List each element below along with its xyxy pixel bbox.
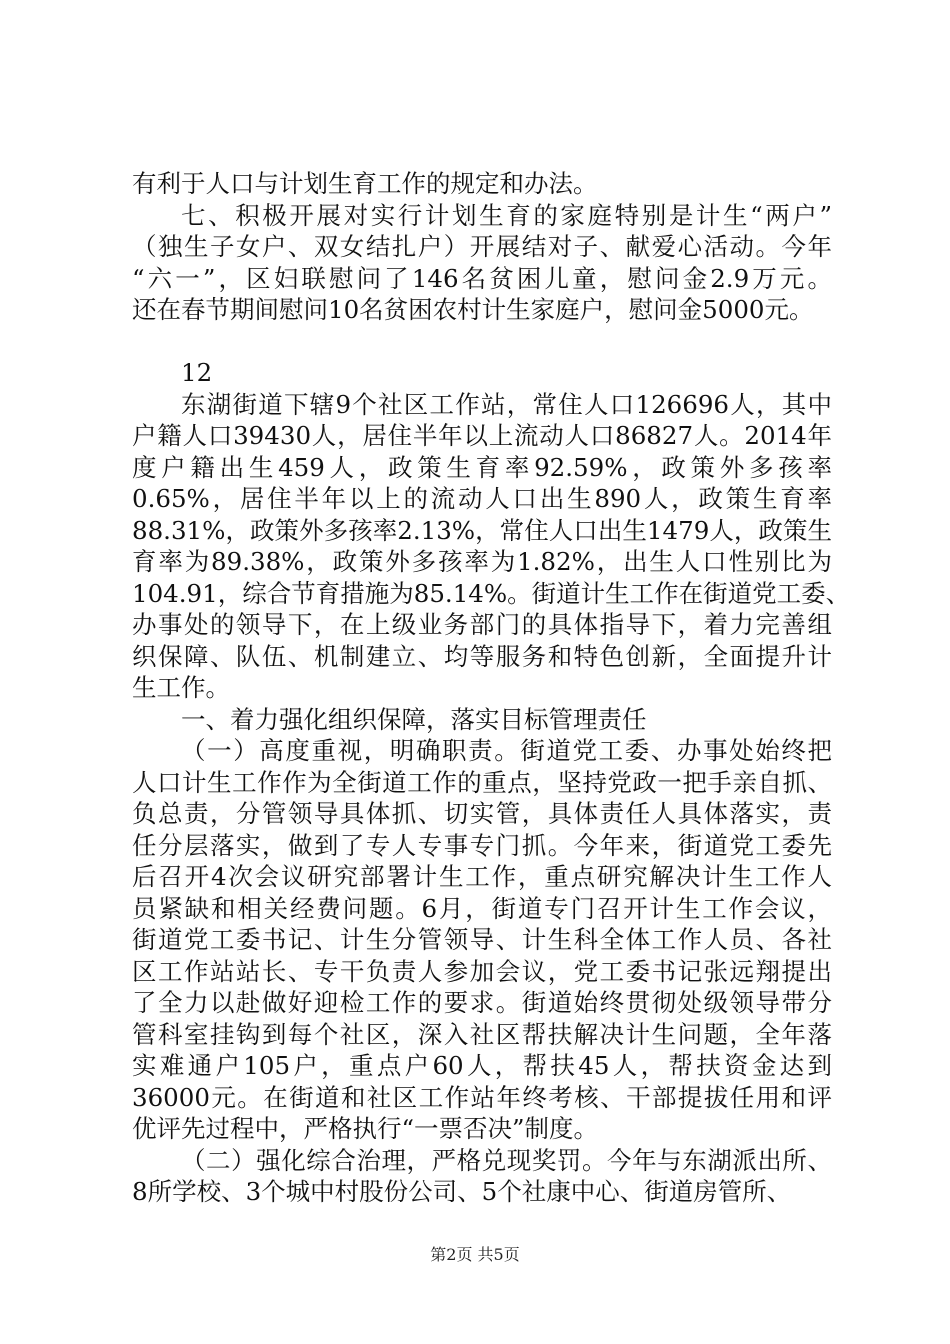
text-line: 优评先过程中，严格执行“一票否决”制度。 <box>132 1114 599 1143</box>
text-line: 负总责，分管领导具体抓、切实管，具体责任人具体落实，责 <box>132 799 832 828</box>
paragraph <box>132 735 832 1145</box>
text-line: 后召开4次会议研究部署计生工作，重点研究解决计生工作人 <box>132 862 832 891</box>
text-line: 36000元。在街道和社区工作站年终考核、干部提拔任用和评 <box>132 1082 832 1112</box>
text-line: 育率为89.38%，政策外多孩率为1.82%，出生人口性别比为 <box>132 547 832 576</box>
text-line: 88.31%，政策外多孩率2.13%，常住人口出生1479人，政策生 <box>132 515 832 545</box>
text-line: 实难通户105户，重点户60人，帮扶45人，帮扶资金达到 <box>132 1051 832 1080</box>
text-line: 8所学校、3个城中村股份公司、5个社康中心、街道房管所、 <box>132 1177 792 1206</box>
text-line: 生工作。 <box>132 673 230 702</box>
paragraph <box>132 389 851 704</box>
paragraph-gap <box>132 326 832 358</box>
text-line: 有利于人口与计划生育工作的规定和办法。 <box>132 169 598 198</box>
text-line: 度户籍出生459人，政策生育率92.59%，政策外多孩率 <box>132 452 832 482</box>
text-line: 办事处的领导下，在上级业务部门的具体指导下，着力完善组 <box>132 610 832 639</box>
text-line: 了全力以赴做好迎检工作的要求。街道始终贯彻处级领导带分 <box>132 988 832 1017</box>
text-line: 还在春节期间慰问10名贫困农村计生家庭户，慰问金5000元。 <box>132 295 814 324</box>
document-body <box>132 168 851 1208</box>
text-line: 一、着力强化组织保障，落实目标管理责任 <box>181 704 647 734</box>
paragraph <box>132 357 832 389</box>
text-line: （独生子女户、双女结扎户）开展结对子、献爱心活动。今年 <box>132 232 832 261</box>
text-line: 0.65%，居住半年以上的流动人口出生890人，政策生育率 <box>132 484 832 513</box>
paragraph <box>132 704 832 736</box>
text-line: 区工作站站长、专干负责人参加会议，党工委书记张远翔提出 <box>132 956 832 986</box>
text-line: “六一”，区妇联慰问了146名贫困儿童，慰问金2.9万元。 <box>132 263 832 293</box>
paragraph <box>132 1145 832 1208</box>
text-line: 12 <box>181 358 213 387</box>
text-line: （一）高度重视，明确职责。街道党工委、办事处始终把 <box>181 736 832 765</box>
text-line: 户籍人口39430人，居住半年以上流动人口86827人。2014年 <box>132 421 832 450</box>
text-line: 员紧缺和相关经费问题。6月，街道专门召开计生工作会议， <box>132 893 832 923</box>
paragraph <box>132 168 832 200</box>
paragraph <box>132 200 832 326</box>
text-line: 东湖街道下辖9个社区工作站，常住人口126696人，其中 <box>181 389 832 419</box>
text-line: 七、积极开展对实行计划生育的家庭特别是计生“两户” <box>181 200 832 230</box>
text-line: （二）强化综合治理，严格兑现奖罚。今年与东湖派出所、 <box>181 1145 832 1175</box>
text-line: 104.91，综合节育措施为85.14%。街道计生工作在街道党工委、 <box>132 578 851 608</box>
page-footer: 第2页 共5页 <box>430 1245 520 1264</box>
text-line: 管科室挂钩到每个社区，深入社区帮扶解决计生问题，全年落 <box>132 1019 832 1049</box>
text-line: 织保障、队伍、机制建立、均等服务和特色创新，全面提升计 <box>132 641 832 671</box>
text-line: 人口计生工作作为全街道工作的重点，坚持党政一把手亲自抓、 <box>132 767 832 797</box>
text-line: 任分层落实，做到了专人专事专门抓。今年来，街道党工委先 <box>132 830 832 860</box>
text-line: 街道党工委书记、计生分管领导、计生科全体工作人员、各社 <box>132 925 832 954</box>
